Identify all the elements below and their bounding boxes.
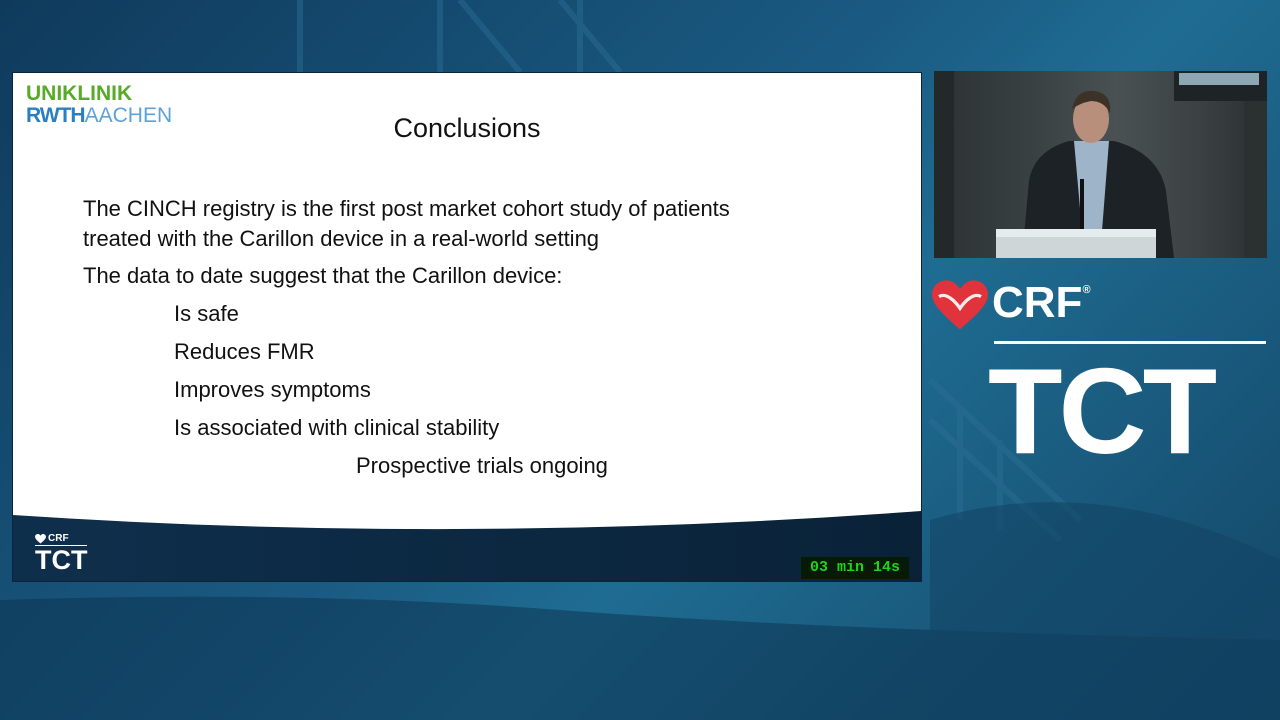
aachen-logo-light: AACHEN xyxy=(84,104,173,127)
heart-icon xyxy=(932,280,988,332)
conclusion-line-2: treated with the Carillon device in a real-world setting xyxy=(83,226,600,251)
mini-crf-text: CRF xyxy=(48,533,69,544)
speaker-video-feed xyxy=(934,71,1267,258)
bullet-safe: Is safe xyxy=(174,301,239,326)
conclusion-line-1: The CINCH registry is the first post market cohort study of patients xyxy=(83,196,730,221)
bullet-improves-symptoms: Improves symptoms xyxy=(174,377,371,402)
bullet-clinical-stability: Is associated with clinical stability xyxy=(174,415,500,440)
registered-mark: ® xyxy=(1082,284,1091,296)
brand-crf-text: CRF® xyxy=(992,278,1091,327)
tct-mini-logo xyxy=(35,533,87,573)
slide-footer-band xyxy=(13,511,921,581)
brand-tct-text: TCT xyxy=(988,343,1214,479)
prospective-trials-note: Prospective trials ongoing xyxy=(356,453,608,478)
slide-title: Conclusions xyxy=(393,113,541,143)
rwth-logo-bold: RWTH xyxy=(26,104,85,127)
mini-tct-text: TCT xyxy=(35,545,88,575)
presentation-timer: 03 min 14s xyxy=(801,557,909,579)
speaker-video-image xyxy=(934,71,1267,258)
heart-icon xyxy=(35,534,46,544)
crf-tct-brand-block xyxy=(932,278,1268,478)
bullet-reduces-fmr: Reduces FMR xyxy=(174,339,315,364)
presentation-slide xyxy=(12,72,922,582)
uniklinik-logo-top: UNIKLINIK xyxy=(26,82,133,105)
conclusion-line-3: The data to date suggest that the Carillon device: xyxy=(83,263,563,288)
